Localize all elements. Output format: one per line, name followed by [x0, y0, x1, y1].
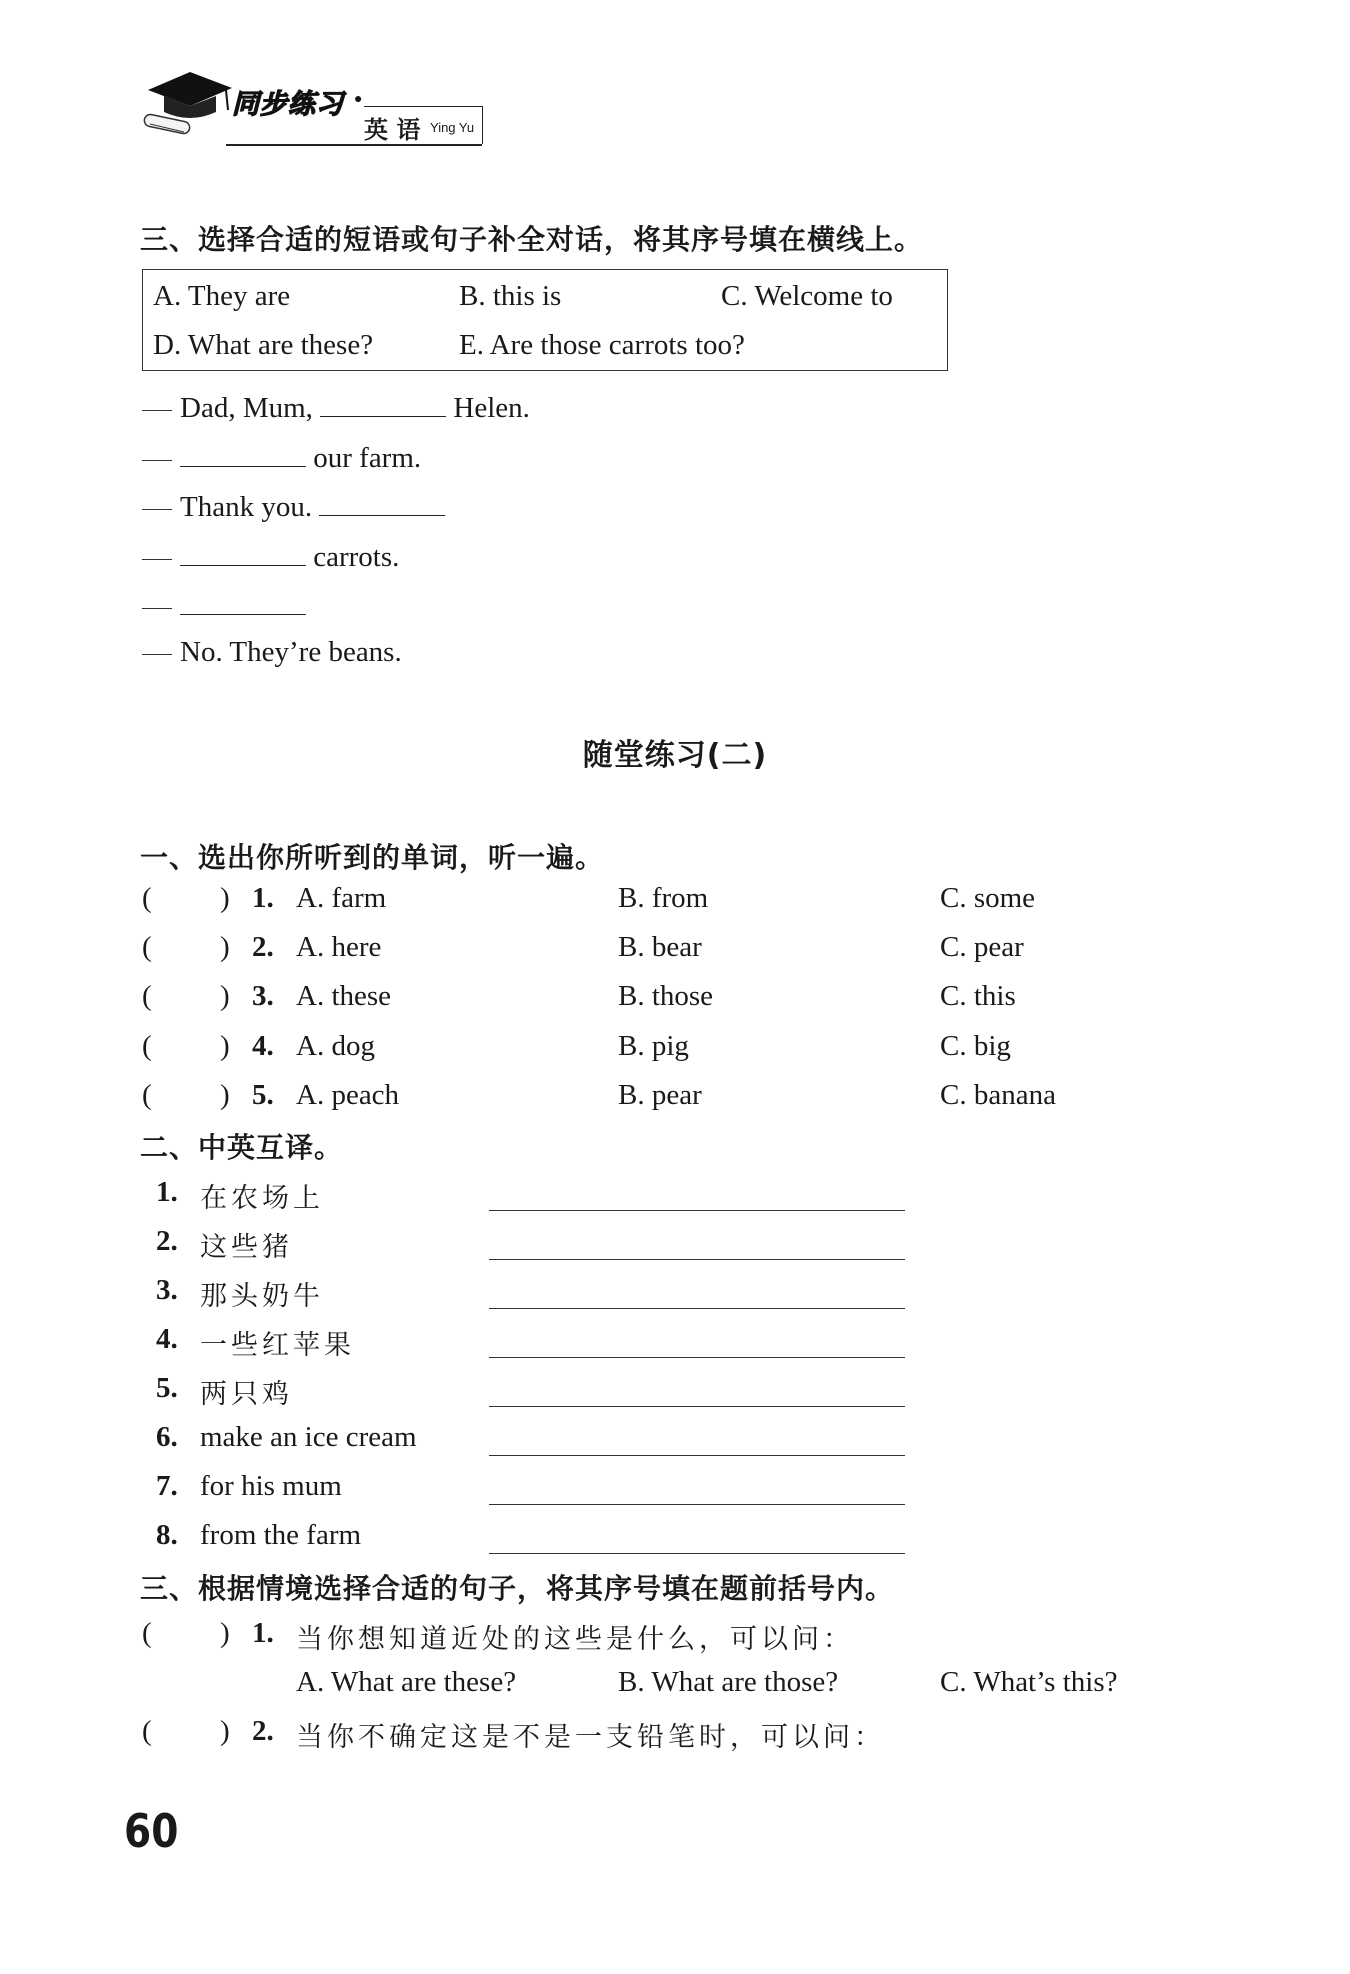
answer-paren-open[interactable]: (	[142, 882, 152, 914]
choice-c: C. this	[940, 980, 1016, 1012]
answer-line[interactable]	[489, 1210, 905, 1211]
section-title-listening: 一、选出你所听到的单词，听一遍。	[140, 841, 605, 874]
choice-a: A. farm	[296, 882, 387, 914]
translation-prompt: 这些猪	[200, 1232, 293, 1263]
dialogue-line-6	[142, 636, 402, 669]
translation-prompt: from the farm	[200, 1519, 362, 1551]
header-underline	[226, 144, 482, 146]
section-title-dialogue: 三、选择合适的短语或句子补全对话，将其序号填在横线上。	[140, 223, 924, 256]
choice-b: B. those	[618, 980, 714, 1012]
item-number: 3.	[252, 980, 274, 1012]
choice-b: B. bear	[618, 931, 702, 963]
answer-paren-open[interactable]: (	[142, 1079, 152, 1111]
item-number: 1.	[252, 882, 274, 914]
graduation-cap-icon	[140, 66, 240, 146]
translation-prompt: 在农场上	[200, 1183, 324, 1214]
answer-line[interactable]	[489, 1259, 905, 1260]
dash	[142, 509, 172, 510]
answer-blank[interactable]	[320, 388, 446, 417]
item-number: 5.	[252, 1079, 274, 1111]
answer-paren-open[interactable]: (	[142, 1617, 152, 1649]
answer-paren-close: )	[220, 1030, 230, 1062]
answer-line[interactable]	[489, 1406, 905, 1407]
subject-pinyin: Ying Yu	[430, 120, 475, 135]
section-title-situation: 三、根据情境选择合适的句子，将其序号填在题前括号内。	[140, 1572, 895, 1605]
dialogue-line-1	[142, 388, 530, 425]
header-top-rule	[364, 106, 482, 107]
item-number: 2.	[252, 931, 274, 963]
choice-a: A. peach	[296, 1079, 400, 1111]
answer-paren-close: )	[220, 1617, 230, 1649]
options-box	[142, 269, 948, 371]
dialogue-line-2	[142, 438, 421, 475]
answer-blank[interactable]	[180, 537, 306, 566]
choice-c: C. pear	[940, 931, 1024, 963]
dash	[142, 559, 172, 560]
choice-a: A. dog	[296, 1030, 375, 1062]
choice-b: B. pear	[618, 1079, 702, 1111]
answer-line[interactable]	[489, 1308, 905, 1309]
header	[140, 66, 500, 146]
answer-blank[interactable]	[180, 586, 306, 615]
practice-title: 随堂练习(二)	[582, 738, 768, 773]
dialogue-text: Thank you.	[180, 491, 320, 523]
item-number: 1.	[156, 1176, 178, 1208]
dialogue-text: our farm.	[306, 442, 422, 474]
answer-paren-open[interactable]: (	[142, 931, 152, 963]
item-number: 2.	[156, 1225, 178, 1257]
choice-c: C. some	[940, 882, 1036, 914]
dialogue-text: carrots.	[306, 541, 400, 573]
section-title-translation: 二、中英互译。	[140, 1131, 344, 1164]
item-number: 4.	[252, 1030, 274, 1062]
translation-prompt: for his mum	[200, 1470, 342, 1502]
answer-paren-close: )	[220, 1715, 230, 1747]
dash	[142, 654, 172, 655]
answer-paren-close: )	[220, 931, 230, 963]
option-a: A. They are	[153, 280, 291, 312]
answer-blank[interactable]	[319, 487, 445, 516]
dash	[142, 410, 172, 411]
dialogue-line-5	[142, 586, 306, 623]
dialogue-text: No. They’re beans.	[180, 636, 402, 668]
answer-paren-close: )	[220, 882, 230, 914]
choice-c: C. What’s this?	[940, 1666, 1118, 1698]
series-title: 同步练习	[232, 89, 344, 120]
dialogue-text: Helen.	[446, 392, 530, 424]
item-number: 7.	[156, 1470, 178, 1502]
item-number: 8.	[156, 1519, 178, 1551]
item-number: 6.	[156, 1421, 178, 1453]
dash	[142, 608, 172, 609]
translation-prompt: 那头奶牛	[200, 1281, 324, 1312]
translation-prompt: 两只鸡	[200, 1379, 293, 1410]
item-number: 1.	[252, 1617, 274, 1649]
header-side-rule	[482, 106, 483, 144]
answer-blank[interactable]	[180, 438, 306, 467]
answer-line[interactable]	[489, 1455, 905, 1456]
choice-a: A. What are these?	[296, 1666, 517, 1698]
page-number: 60	[124, 1804, 179, 1858]
choice-a: A. these	[296, 980, 392, 1012]
dialogue-line-4	[142, 537, 399, 574]
answer-paren-open[interactable]: (	[142, 1030, 152, 1062]
title-dot: ●	[354, 92, 363, 107]
answer-paren-close: )	[220, 980, 230, 1012]
choice-c: C. big	[940, 1030, 1011, 1062]
answer-paren-close: )	[220, 1079, 230, 1111]
answer-line[interactable]	[489, 1553, 905, 1554]
option-e: E. Are those carrots too?	[459, 329, 745, 361]
item-number: 2.	[252, 1715, 274, 1747]
option-c: C. Welcome to	[721, 280, 893, 312]
answer-line[interactable]	[489, 1357, 905, 1358]
item-number: 5.	[156, 1372, 178, 1404]
item-number: 3.	[156, 1274, 178, 1306]
option-d: D. What are these?	[153, 329, 374, 361]
choice-c: C. banana	[940, 1079, 1056, 1111]
subject-label: 英 语	[364, 116, 421, 144]
choice-b: B. pig	[618, 1030, 689, 1062]
dialogue-text: Dad, Mum,	[180, 392, 321, 424]
translation-prompt: 一些红苹果	[200, 1330, 355, 1361]
choice-a: A. here	[296, 931, 382, 963]
dialogue-line-3	[142, 487, 445, 524]
option-b: B. this is	[459, 280, 562, 312]
choice-b: B. What are those?	[618, 1666, 839, 1698]
question-text: 当你不确定这是不是一支铅笔时，可以问：	[296, 1722, 885, 1753]
item-number: 4.	[156, 1323, 178, 1355]
dash	[142, 460, 172, 461]
question-text: 当你想知道近处的这些是什么，可以问：	[296, 1624, 854, 1655]
translation-prompt: make an ice cream	[200, 1421, 417, 1453]
answer-line[interactable]	[489, 1504, 905, 1505]
answer-paren-open[interactable]: (	[142, 1715, 152, 1747]
answer-paren-open[interactable]: (	[142, 980, 152, 1012]
choice-b: B. from	[618, 882, 709, 914]
